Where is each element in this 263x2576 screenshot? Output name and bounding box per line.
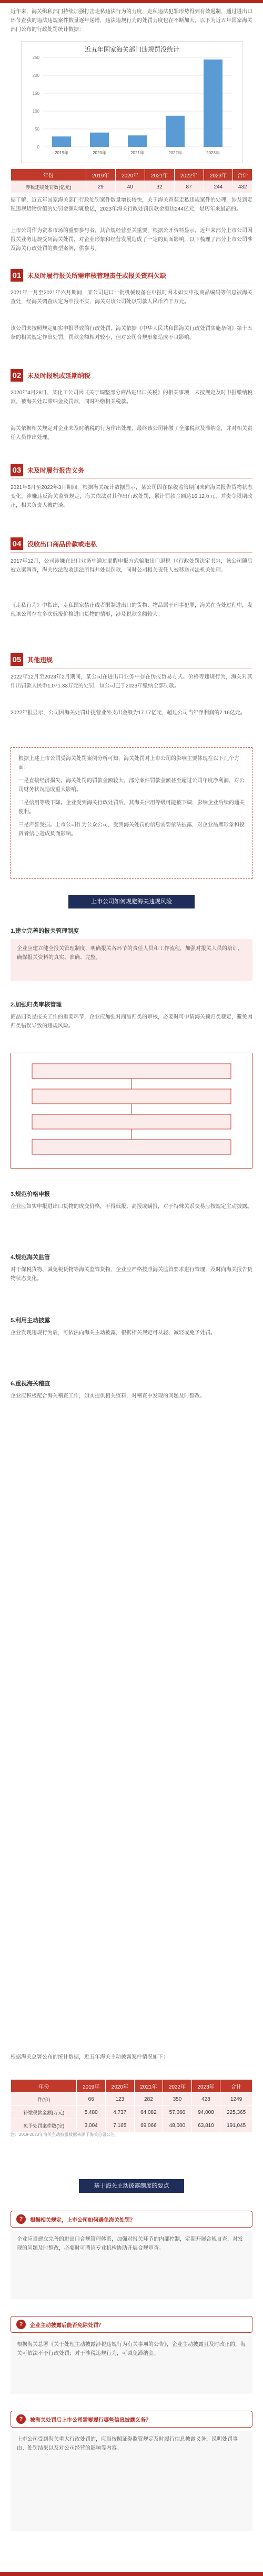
risk-heading-3: 3.规范价格申报 — [11, 1191, 50, 1197]
table-cell: 4,737 — [106, 2106, 135, 2119]
table-cell: 94,000 — [191, 2106, 220, 2119]
section-5-paragraph-1: 2022年12月至2023年2月期间，某公司在进出口业务中存在伪报贸易方式、价格等违规行为，海关对其作出罚款人民币1,071.33万元的处罚，该公司已于2023年缴纳全部罚款。 — [11, 674, 252, 689]
table-header-cell: 2022年 — [174, 169, 204, 181]
table-row — [11, 181, 252, 193]
table-header-cell: 2019年 — [77, 2080, 106, 2093]
x-tick-label: 2022年 — [168, 151, 182, 155]
section-number: 02 — [11, 369, 23, 382]
section-heading-03 — [11, 463, 84, 477]
section-2-paragraph-2: 海关依据相关规定对企业未及时纳税的行为作出处理，最终该公司补缴了全部税款及滞纳金，并对相关责任人员作出处理。 — [11, 426, 252, 441]
table-header-cell: 2022年 — [163, 2080, 192, 2093]
summary-point-1: 一是直接经济损失。海关处罚的罚款金额较大，部分案件罚款金额甚至超过公司年度净利润，对公司财务状况造成重大影响。 — [18, 778, 245, 793]
faq-banner: 基于海关主动披露制度的要点 — [79, 2179, 184, 2193]
section-4-paragraph-1: 2017年12月，公司涉嫌在出口业务中通过虚假申报方式骗取出口退税（《行政处罚决定书》），该公司随后被立案调查，海关依法没收违法所得并处以罚款，同时公司相关责任人被移送司法机关处理。 — [11, 558, 252, 573]
section-title: 其他违规 — [27, 656, 53, 664]
y-tick-label: 0 — [37, 145, 39, 149]
risk-body-1: 企业应建立健全报关管理制度，明确报关各环节的责任人员和工作流程，加强对报关人员的培训，确保报关资料的真实、准确、完整。 — [11, 939, 252, 981]
risk-heading-4: 4.规范海关监管 — [11, 1254, 50, 1261]
penalty-table — [11, 168, 252, 193]
risk-body-4: 对于保税货物、减免税货物等海关监管货物，企业应严格按照海关监管要求进行管理，及时向海关报告货物状态变化。 — [11, 1267, 252, 1282]
table-note: 注：2019-2023年海关主动披露数据来源于海关总署公告。 — [11, 2132, 119, 2137]
risk-section-banner: 上市公司如何规避海关违规风险 — [68, 895, 195, 908]
table-cell: 57,066 — [163, 2106, 192, 2119]
faq-answer-2: 根据海关总署《关于处理主动披露涉税违规行为有关事项的公告》，企业主动披露且及时改正的，海关可依法不予行政处罚；对于涉税违规行为，可减免滞纳金。 — [11, 2336, 252, 2394]
x-tick-label: 2021年 — [130, 151, 144, 155]
table-header-row — [11, 2080, 252, 2093]
question-icon: ? — [16, 2414, 26, 2424]
table-body — [11, 2093, 252, 2132]
table-row — [11, 2106, 252, 2119]
section-title: 未及时报税或延期纳税 — [27, 372, 91, 380]
y-tick-label: 100 — [32, 109, 39, 114]
y-tick-label: 250 — [32, 55, 39, 60]
section-title: 未及时履行报关所需审核管理责任或报关资料欠缺 — [27, 272, 167, 279]
faq-question-3 — [11, 2411, 252, 2428]
table-cell: 32 — [145, 181, 174, 193]
bar — [52, 136, 71, 147]
faq-question-text: 被海关处罚后上市公司需要履行哪些信息披露义务？ — [30, 2417, 151, 2423]
table-row — [11, 2119, 252, 2132]
table-cell: 66 — [77, 2093, 106, 2106]
table-cell: 244 — [204, 181, 233, 193]
x-tick-label: 2020年 — [93, 151, 106, 155]
bar — [166, 116, 185, 147]
question-icon: ? — [16, 2320, 26, 2329]
question-icon: ? — [16, 2214, 26, 2224]
table-header-cell: 2023年 — [191, 2080, 220, 2093]
faq-question-text: 企业主动披露后能否免除处罚？ — [30, 2322, 104, 2329]
table-header-cell: 2020年 — [106, 2080, 135, 2093]
table-cell: 5,480 — [77, 2106, 106, 2119]
table-header-cell: 2019年 — [86, 169, 115, 181]
table-cell: 123 — [106, 2093, 135, 2106]
disclosure-table — [11, 2079, 252, 2132]
faq-question-text: 根据相关规定，上市公司如何避免海关处罚？ — [30, 2217, 135, 2223]
bar — [128, 135, 147, 147]
bar — [90, 133, 109, 147]
section-number: 04 — [11, 537, 23, 550]
table-header-cell: 2021年 — [134, 2080, 163, 2093]
table-header-cell: 2021年 — [145, 169, 174, 181]
table-row-label: 件(宗) — [11, 2093, 77, 2106]
flow-diagram-box — [11, 1053, 252, 1169]
table-cell: 29 — [86, 181, 115, 193]
table-row-label: 涉税违规处罚数(亿元) — [11, 181, 86, 193]
y-tick-label: 50 — [35, 127, 39, 132]
intro-paragraph: 近年来，海关缉私部门持续加强打击走私违法行为的力度，走私违法犯罪形势得到有效遏制，通过进出口环节查获的违法违规案件数量逐年递增，违法违规行为的处罚力度也在不断加大，以下为近五年国家海关部门公布的行政处罚统计数据： — [11, 9, 252, 33]
risk-body-3: 企业应如实申报进出口货物的成交价格，不得低报、高报或瞒报，对于特殊关系交易应按规定主动披露。 — [11, 1204, 252, 1210]
bar-chart — [22, 42, 242, 163]
faq-question-1 — [11, 2211, 252, 2228]
summary-point-3: 三是声誉受损。上市公司作为公众公司，受到海关处罚的信息需要依法披露，对企业品牌形象和投资者信心造成负面影响。 — [18, 822, 245, 837]
x-tick-label: 2023年 — [206, 151, 220, 155]
table-header-cell: 合计 — [233, 169, 252, 181]
section-1-paragraph-1: 2021年一月至2021年六月期间，某公司进口一批机械设备在申报时因未如实申报商品编码等信息被海关查处，经海关调查认定为申报不实，海关对该公司处以罚款人民币若干万元。 — [11, 290, 252, 305]
table-header-cell: 2023年 — [204, 169, 233, 181]
risk-body-5: 企业发现违规行为后，可依法向海关主动披露，根据相关规定可从轻、减轻或免予处罚。 — [11, 1330, 216, 1336]
y-tick-label: 200 — [32, 73, 39, 78]
table-row — [11, 2093, 252, 2106]
table2-intro: 根据海关总署公布的统计数据，近五年海关主动披露案件情况如下： — [11, 2054, 168, 2060]
table-cell: 225,365 — [220, 2106, 252, 2119]
chart-title: 近五年国家海关部门违规罚没统计 — [84, 46, 179, 53]
table-header-cell: 年份 — [11, 2080, 77, 2093]
table-header-cell: 年份 — [11, 169, 86, 181]
section-5-paragraph-2: 2022年报显示，公司因海关处罚计提营业外支出金额为17.17亿元，超过公司当年净利润的7.16亿元。 — [11, 710, 246, 716]
table-header-cell: 合计 — [220, 2080, 252, 2093]
table-cell: 40 — [115, 181, 145, 193]
table-header-row — [11, 169, 252, 181]
table-cell: 87 — [174, 181, 204, 193]
table-cell: 69,066 — [134, 2119, 163, 2132]
table-cell: 432 — [233, 181, 252, 193]
risk-heading-6: 6.重视海关稽查 — [11, 1381, 50, 1387]
faq-answer-3: 上市公司受到海关重大行政处罚的，应当按照证券监管规定及时履行信息披露义务，说明处罚事由、处罚结果以及对公司经营的影响等内容。 — [11, 2431, 252, 2531]
section-1-paragraph-2: 该公司未按照规定如实申报导致的行政处罚，海关依据《中华人民共和国海关行政处罚实施条例》第十五条的相关规定作出处罚，罚款金额相对较小，但对公司合规形象造成不良影响。 — [11, 326, 252, 341]
chart-container — [21, 41, 243, 163]
section-number: 01 — [11, 269, 23, 282]
section-3-paragraph-1: 2021年5月至2022年3月期间，根据海关统计数据显示，某公司因在保税监管期间未向海关报告货物状态变化，涉嫌违反海关监管规定，海关依法对其作出行政处罚，累计罚款金额达16.12万元，并责令限期改正，相关负责人被约谈。 — [11, 485, 252, 508]
risk-heading-1: 1.建立完善的报关管理制度 — [11, 928, 79, 934]
section-2-paragraph-1: 2020年4月28日，某化工公司因《关于调整部分商品进出口关税》的相关事项，未按规定及时申报缴纳税款，被海关处以滞纳金及罚款，同时补缴相关税款。 — [11, 390, 252, 405]
table-cell: 191,045 — [220, 2119, 252, 2132]
bar — [204, 59, 222, 147]
faq-question-2 — [11, 2316, 252, 2333]
summary-intro: 根据上述上市公司受海关处罚案例分析可知，海关处罚对上市公司的影响主要体现在以下几个方面： — [18, 756, 239, 771]
table-row-label: 免予处罚案件数(宗) — [11, 2119, 77, 2132]
paragraph-1: 据了解，近五年国家海关部门行政处罚案件数量增长较快，关于海关查获走私违规案件的处理，涉及到走私违规货物价值的处罚金额动辄数亿，2023年海关行政处罚罚款金额达244亿元，是历年来最高的。 — [11, 197, 252, 212]
summary-box — [11, 747, 252, 879]
table-cell: 282 — [134, 2093, 163, 2106]
table-cell: 63,810 — [191, 2119, 220, 2132]
risk-body-6: 企业应积极配合海关稽查工作，如实提供相关资料，对稽查中发现的问题及时整改。 — [11, 1393, 205, 1399]
summary-point-2: 二是信用等级下降。企业受到海关行政处罚后，其海关信用等级可能被下调，影响企业后续的通关便利。 — [18, 800, 245, 815]
table-cell: 3,004 — [77, 2119, 106, 2132]
section-heading-04 — [11, 537, 97, 551]
section-4-paragraph-2: 《走私行为》中指出，走私国家禁止或者限制进出口的货物、物品属于刑事犯罪，海关在查处过程中，发现该公司存在多次低报价格进口货物的情形，涉及税款金额较大。 — [11, 603, 252, 617]
table-cell: 64,082 — [134, 2106, 163, 2119]
x-tick-label: 2019年 — [55, 151, 68, 155]
table-cell: 48,000 — [163, 2119, 192, 2132]
table-cell: 428 — [191, 2093, 220, 2106]
table-cell: 1249 — [220, 2093, 252, 2106]
risk-heading-5: 5.利用主动披露 — [11, 1317, 50, 1324]
table-row-label: 补缴税款金额(万元) — [11, 2106, 77, 2119]
section-heading-05 — [11, 653, 53, 666]
section-number: 03 — [11, 464, 23, 476]
y-tick-label: 150 — [32, 91, 39, 96]
faq-answer-1: 企业应当建立完善的进出口合规管理体系，加强对报关环节的内部控制，定期开展合规自查，对发现的问题及时整改，必要时可聘请专业机构协助开展合规审查。 — [11, 2231, 252, 2299]
table-cell: 350 — [163, 2093, 192, 2106]
section-heading-01 — [11, 268, 166, 282]
bottom-border — [0, 2572, 263, 2576]
table-cell: 7,165 — [106, 2119, 135, 2132]
paragraph-2: 上市公司作为资本市场的重要参与者，其合规经营至关重要，根据公开资料显示，近年来部分上市公司因报关业务违规受到海关处罚，对企业形象和经营发展造成了一定的负面影响，以下梳理了部分上市公司涉及海关行政处罚的典型案例，供参考。 — [11, 228, 252, 252]
risk-heading-2: 2.加强归类审核管理 — [11, 1002, 62, 1008]
section-number: 05 — [11, 653, 23, 666]
section-heading-02 — [11, 368, 90, 382]
section-title: 没收出口商品价款或走私 — [27, 540, 97, 548]
section-title: 未及时履行报告义务 — [27, 466, 85, 474]
table-header-cell: 2020年 — [115, 169, 145, 181]
risk-body-2: 商品归类是报关工作的重要环节，企业应加强对商品归类的审核，必要时可申请海关预归类裁定，避免因归类错误导致的违规风险。 — [11, 1014, 252, 1029]
top-border — [0, 0, 263, 3]
flow-diagram — [11, 1053, 252, 1168]
